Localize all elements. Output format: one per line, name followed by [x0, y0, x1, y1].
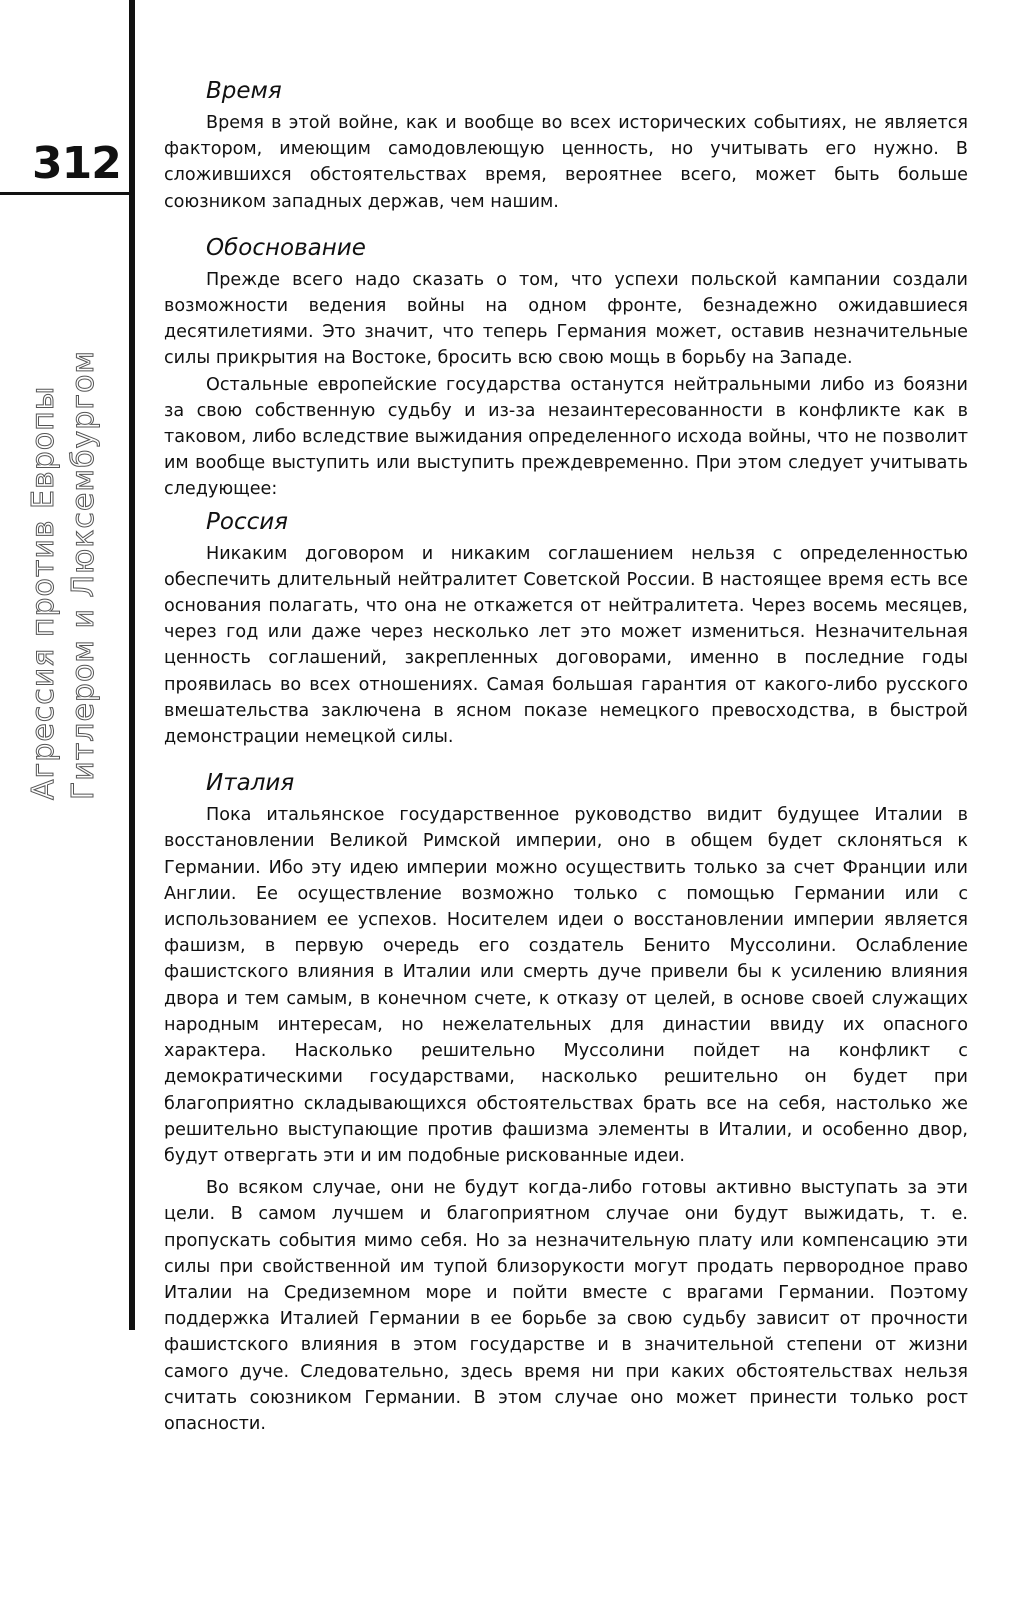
paragraph: Остальные европейские государства останутся нейтральными либо из боязни за свою собственную судьбу и из-за незаинтересованности в конфликте как в таковом, либо вследствие выжидания определенного исхода войны, что не позволит им вообще выступить или выступить преждевременно. При этом следует учитывать следующее: [164, 374, 968, 500]
section-heading: Италия [206, 770, 295, 797]
page-number: 312 [32, 138, 121, 189]
page-body [164, 72, 968, 1437]
section-justification [164, 233, 968, 503]
paragraph: Время в этой войне, как и вообще во всех исторических событиях, не является фактором, имеющим самодовлеющую ценность, но учитывать его нужно. В сложившихся обстоятельствах время, вероятнее всего, может быть больше союзником западных держав, чем нашим. [164, 113, 968, 212]
section-time [164, 76, 968, 215]
page-number-rule [0, 192, 129, 195]
paragraph: Никаким договором и никаким соглашением нельзя с определенностью обеспечить длительный нейтралитет Советской России. В настоящее время есть все основания полагать, что она не откажется от нейтралитета. Через восемь месяцев, через год или даже через несколько лет это может измениться. Незначительная ценность соглашений, закрепленных договорами, именно в последние годы проявилась во всех отношениях. Самая большая гарантия от какого-либо русского вмешательства заключена в ясном показе немецкого превосходства, в быстрой демонстрации немецкой силы. [164, 543, 968, 748]
section-heading: Россия [206, 508, 289, 535]
section-heading: Время [206, 78, 282, 104]
section-heading: Обоснование [206, 234, 366, 261]
paragraph: Пока итальянское государственное руководство видит будущее Италии в восстановлении Великой Римской империи, оно в общем будет склоняться к Германии. Ибо эту идею империи можно осуществить только за счет Франции или Англии. Ее осуществление возможно только с помощью Германии или с использованием ее успехов. Носителем идеи о восстановлении империи является фашизм, в первую очередь его создатель Бенито Муссолини. Ослабление фашистского влияния в Италии или смерть дуче привели бы к усилению влияния двора и тем самым, в конечном счете, к отказу от целей, в основе своей служащих народным интересам, но нежелательных для династии ввиду их опасного характера. Насколько решительно Муссолини пойдет на конфликт с демократическими государствами, насколько решительно он будет при благоприятно складывающихся обстоятельствах брать все на себя, настолько же решительно выступающие против фашизма элементы в Италии, и особенно двор, будут отвергать эти и им подобные рискованные идеи. [164, 805, 968, 1166]
running-head-line-2: Гитлером и Люксембургом [66, 349, 101, 800]
running-head-line-1: Агрессия против Европы [26, 385, 61, 800]
margin-vertical-rule [129, 0, 135, 1330]
section-italy [164, 768, 968, 1437]
section-russia [164, 507, 968, 751]
paragraph: Во всяком случае, они не будут когда-либо готовы активно выступать за эти цели. В самом лучшем и благоприятном случае они будут выжидать, т. е. пропускать события мимо себя. Но за незначительную плату или компенсацию эти силы при свойственной им тупой близорукости могут продать первородное право Италии на Средиземном море и пойти вместе с врагами Германии. Поэтому поддержка Италией Германии в ее борьбе за свою судьбу зависит от прочности фашистского влияния в этом государстве и в значительной степени от жизни самого дуче. Следовательно, здесь время ни при каких обстоятельствах нельзя считать союзником Германии. В этом случае оно может принести только рост опасности. [164, 1178, 968, 1434]
running-head [24, 200, 104, 800]
paragraph: Прежде всего надо сказать о том, что успехи польской кампании создали возможности ведения войны на одном фронте, безнадежно ожидавшиеся десятилетиями. Это значит, что теперь Германия может, оставив незначительные силы прикрытия на Востоке, бросить всю свою мощь в борьбу на Западе. [164, 269, 968, 369]
